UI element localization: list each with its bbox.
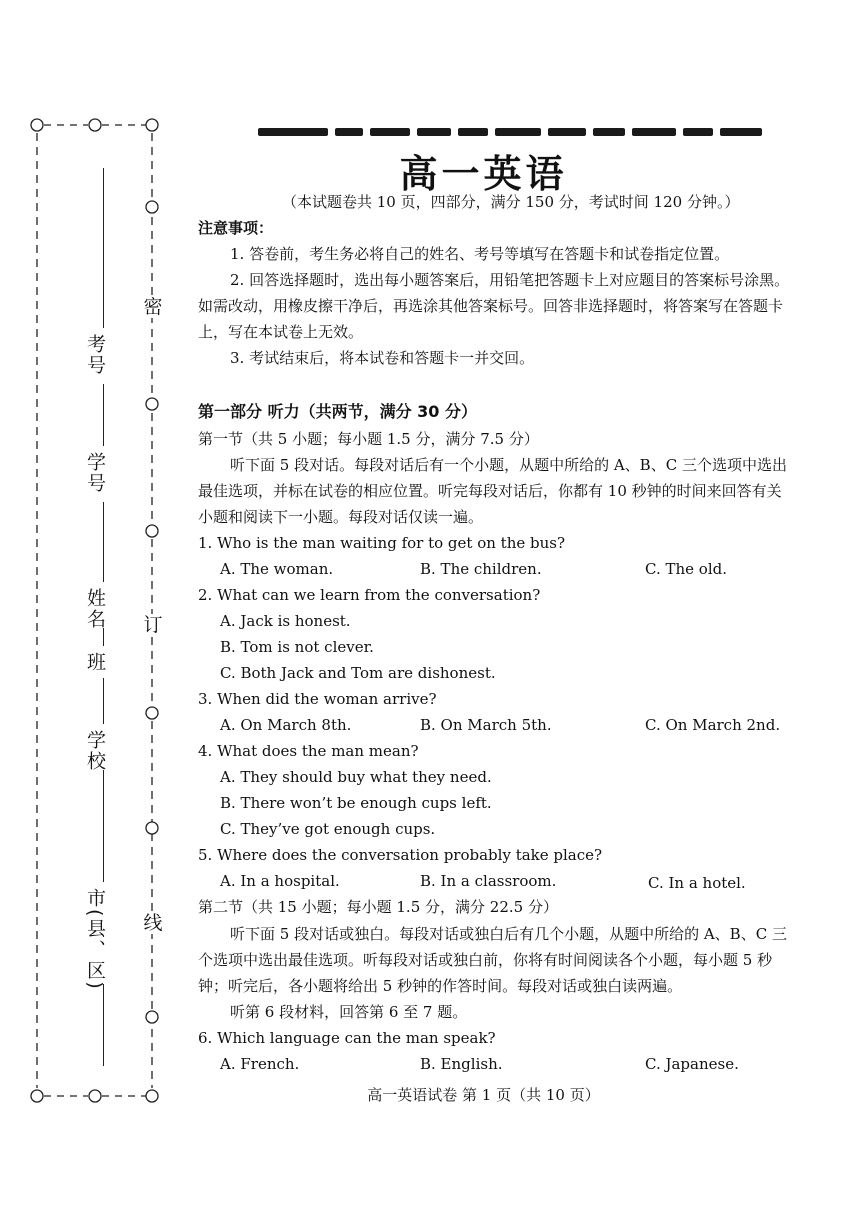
question-stem: 5. Where does the conversation probably take place? (198, 846, 603, 864)
option-b: B. There won’t be enough cups left. (220, 794, 492, 812)
option-a: A. They should buy what they need. (220, 768, 492, 786)
section1-heading: 第一节（共 5 小题；每小题 1.5 分，满分 7.5 分） (198, 430, 539, 448)
question-stem: 1. Who is the man waiting for to get on the bus? (198, 534, 566, 552)
field-line (103, 628, 104, 646)
cropped-header-banner (258, 128, 770, 138)
option-b: B. On March 5th. (420, 716, 552, 734)
section1-instruction: 最佳选项，并标在试卷的相应位置。听完每段对话后，你都有 10 秒钟的时间来回答有关 (198, 482, 782, 500)
paper-title: 高一英语 (399, 151, 568, 196)
cut-word-xian: 线 (140, 912, 166, 934)
option-c: C. Both Jack and Tom are dishonest. (220, 664, 496, 682)
option-b: B. Tom is not clever. (220, 638, 374, 656)
option-b: B. In a classroom. (420, 872, 557, 890)
question-stem: 6. Which language can the man speak? (198, 1029, 496, 1047)
section2-instruction: 钟；听完后，各小题将给出 5 秒钟的作答时间。每段对话或独白读两遍。 (198, 977, 683, 995)
field-label-student-number: 学号 (84, 452, 106, 494)
section1-instruction: 听下面 5 段对话。每段对话后有一个小题，从题中所给的 A、B、C 三个选项中选出 (230, 456, 787, 474)
field-line (103, 502, 104, 582)
option-b: B. English. (420, 1055, 503, 1073)
field-line (103, 384, 104, 446)
field-label-school: 学校 (84, 730, 106, 772)
paper-subtitle: （本试题卷共 10 页，四部分，满分 150 分，考试时间 120 分钟。） (282, 193, 740, 211)
page-footer: 高一英语试卷 第 1 页（共 10 页） (367, 1086, 600, 1104)
note-line: 3. 考试结束后，将本试卷和答题卡一并交回。 (230, 349, 535, 367)
question-stem: 3. When did the woman arrive? (198, 690, 437, 708)
option-a: A. In a hospital. (220, 872, 340, 890)
option-a: A. On March 8th. (220, 716, 352, 734)
option-a: A. Jack is honest. (220, 612, 351, 630)
note-line: 2. 回答选择题时，选出每小题答案后，用铅笔把答题卡上对应题目的答案标号涂黑。 (230, 271, 790, 289)
option-a: A. The woman. (220, 560, 334, 578)
option-c: C. Japanese. (645, 1055, 739, 1073)
question-stem: 4. What does the man mean? (198, 742, 419, 760)
section2-instruction: 听下面 5 段对话或独白。每段对话或独白后有几个小题，从题中所给的 A、B、C 三 (230, 925, 787, 943)
question-stem: 2. What can we learn from the conversation? (198, 586, 541, 604)
field-label-exam-number: 考号 (84, 334, 106, 376)
cut-word-mi: 密 (140, 296, 166, 318)
part1-heading: 第一部分 听力（共两节，满分 30 分） (198, 402, 477, 421)
field-line (103, 770, 104, 882)
field-label-city-county: 市(县、区) (84, 888, 106, 991)
option-c: C. In a hotel. (648, 874, 746, 892)
section1-instruction: 小题和阅读下一小题。每段对话仅读一遍。 (198, 508, 484, 526)
field-label-name: 姓名 (84, 588, 106, 630)
material-note: 听第 6 段材料，回答第 6 至 7 题。 (230, 1003, 468, 1021)
field-label-class: 班 (84, 652, 106, 673)
field-line (103, 984, 104, 1066)
option-c: C. They’ve got enough cups. (220, 820, 436, 838)
option-a: A. French. (220, 1055, 300, 1073)
note-line: 上，写在本试卷上无效。 (198, 323, 364, 341)
section2-heading: 第二节（共 15 小题；每小题 1.5 分，满分 22.5 分） (198, 898, 558, 916)
section2-instruction: 个选项中选出最佳选项。听每段对话或独白前，你将有时间阅读各个小题，每小题 5 秒 (198, 951, 773, 969)
option-c: C. The old. (645, 560, 727, 578)
option-b: B. The children. (420, 560, 542, 578)
notes-heading: 注意事项： (198, 219, 274, 237)
note-line: 1. 答卷前，考生务必将自己的姓名、考号等填写在答题卡和试卷指定位置。 (230, 245, 730, 263)
note-line: 如需改动，用橡皮擦干净后，再选涂其他答案标号。回答非选择题时，将答案写在答题卡 (198, 297, 784, 315)
field-line (103, 678, 104, 724)
option-c: C. On March 2nd. (645, 716, 781, 734)
cut-word-ding: 订 (140, 614, 166, 636)
